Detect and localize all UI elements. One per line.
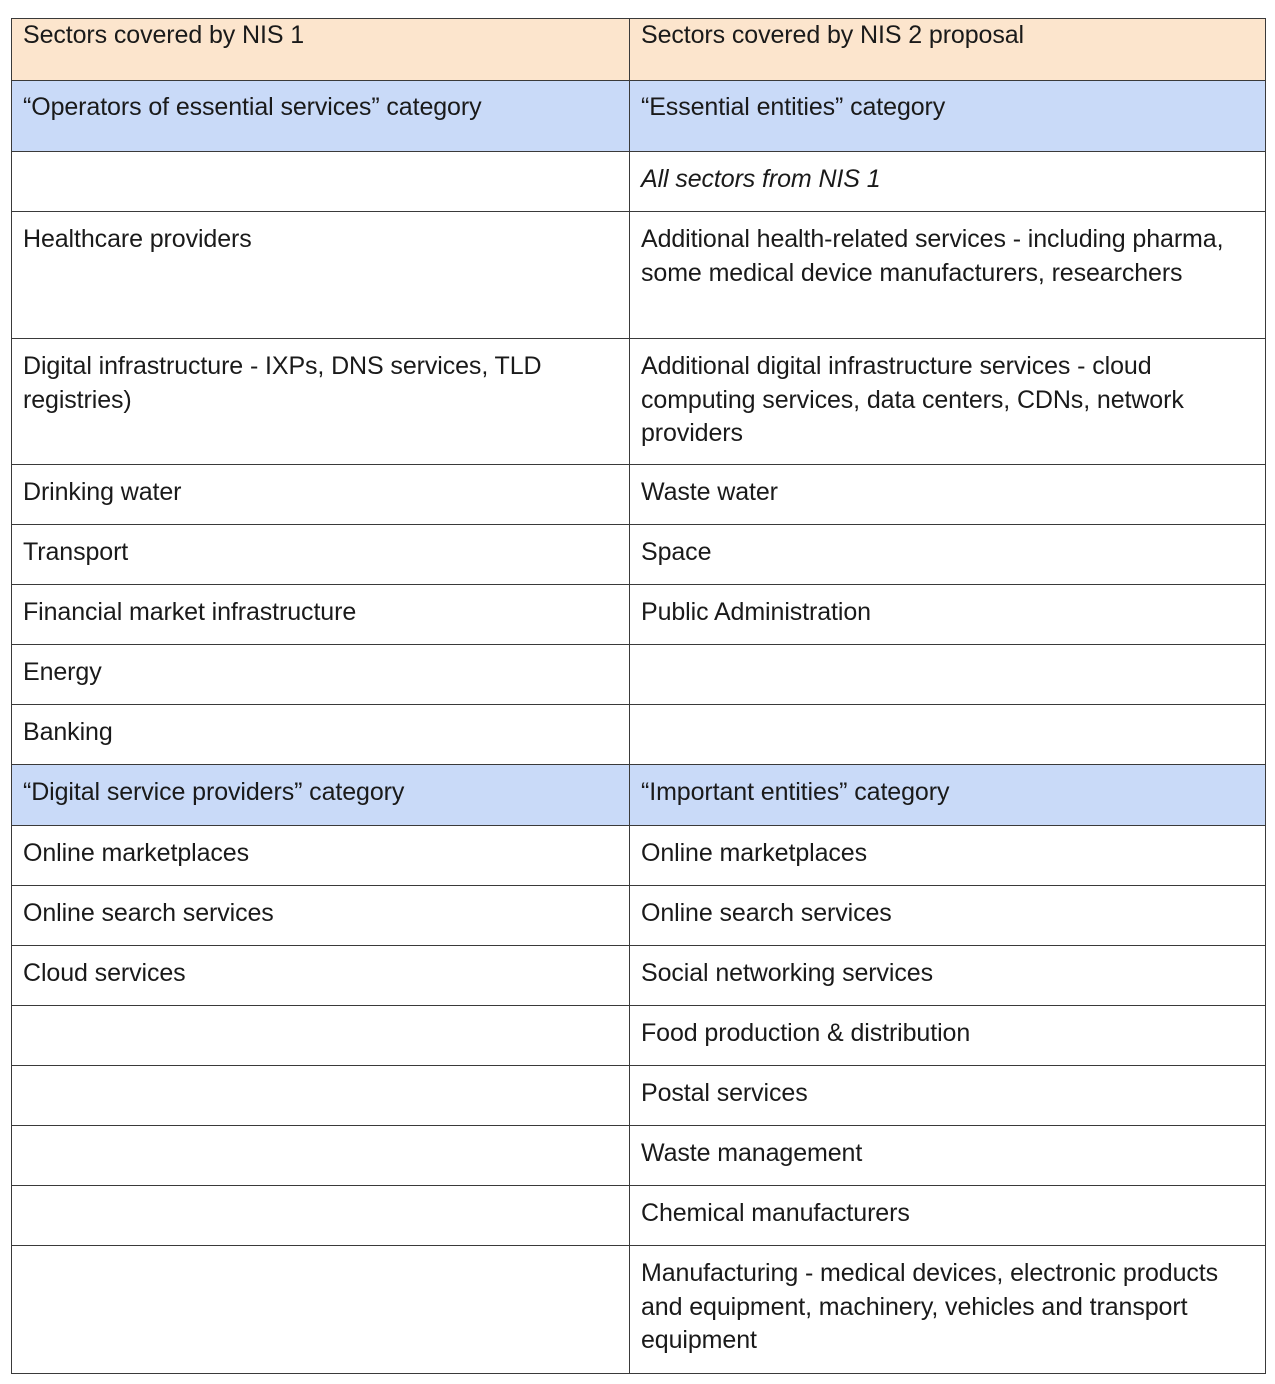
table-row <box>12 1066 1266 1126</box>
table-row <box>12 826 1266 886</box>
header-nis2: Sectors covered by NIS 2 proposal <box>630 19 1266 81</box>
cell-nis2: Waste water <box>630 465 1266 525</box>
header-nis1: Sectors covered by NIS 1 <box>12 19 630 81</box>
cell-nis2: Additional health-related services - including pharma, some medical device manufacturers, researchers <box>630 212 1266 339</box>
cell-nis1: Online marketplaces <box>12 826 630 886</box>
table-row <box>12 1246 1266 1374</box>
table-row <box>12 1126 1266 1186</box>
cell-nis1 <box>12 152 630 212</box>
cell-nis2: Manufacturing - medical devices, electronic products and equipment, machinery, vehicles and transport equipment <box>630 1246 1266 1374</box>
cell-nis1: Banking <box>12 705 630 765</box>
cell-nis2: Online search services <box>630 886 1266 946</box>
cell-nis1: Transport <box>12 525 630 585</box>
cell-nis2: Space <box>630 525 1266 585</box>
table-row <box>12 525 1266 585</box>
table-row <box>12 585 1266 645</box>
table-row <box>12 886 1266 946</box>
sectors-comparison-table <box>11 18 1266 1374</box>
table-row <box>12 1186 1266 1246</box>
cell-nis2: Food production & distribution <box>630 1006 1266 1066</box>
cell-nis1: Digital infrastructure - IXPs, DNS services, TLD registries) <box>12 339 630 465</box>
cell-nis1: Online search services <box>12 886 630 946</box>
cell-nis1 <box>12 1066 630 1126</box>
cell-nis1 <box>12 1006 630 1066</box>
cell-nis2: Waste management <box>630 1126 1266 1186</box>
cell-nis2: Online marketplaces <box>630 826 1266 886</box>
table-row <box>12 152 1266 212</box>
cell-nis1: Drinking water <box>12 465 630 525</box>
cell-nis1 <box>12 1246 630 1374</box>
table-row <box>12 645 1266 705</box>
cell-nis2 <box>630 645 1266 705</box>
cell-nis2: “Important entities” category <box>630 765 1266 826</box>
cell-nis2: Additional digital infrastructure services - cloud computing services, data centers, CDNs, network providers <box>630 339 1266 465</box>
cell-nis2: Chemical manufacturers <box>630 1186 1266 1246</box>
table-row <box>12 212 1266 339</box>
cell-nis2: All sectors from NIS 1 <box>630 152 1266 212</box>
cell-nis2: “Essential entities” category <box>630 81 1266 152</box>
table-row <box>12 339 1266 465</box>
category-row-important <box>12 765 1266 826</box>
category-row-essential <box>12 81 1266 152</box>
cell-nis2 <box>630 705 1266 765</box>
cell-nis2: Social networking services <box>630 946 1266 1006</box>
cell-nis2: Public Administration <box>630 585 1266 645</box>
table-row <box>12 946 1266 1006</box>
cell-nis1: Energy <box>12 645 630 705</box>
cell-nis1: “Operators of essential services” category <box>12 81 630 152</box>
table-row <box>12 465 1266 525</box>
cell-nis1: Cloud services <box>12 946 630 1006</box>
header-row <box>12 19 1266 81</box>
cell-nis2: Postal services <box>630 1066 1266 1126</box>
cell-nis1 <box>12 1126 630 1186</box>
table-row <box>12 705 1266 765</box>
cell-nis1: Financial market infrastructure <box>12 585 630 645</box>
cell-nis1 <box>12 1186 630 1246</box>
table-row <box>12 1006 1266 1066</box>
cell-nis1: Healthcare providers <box>12 212 630 339</box>
cell-nis1: “Digital service providers” category <box>12 765 630 826</box>
